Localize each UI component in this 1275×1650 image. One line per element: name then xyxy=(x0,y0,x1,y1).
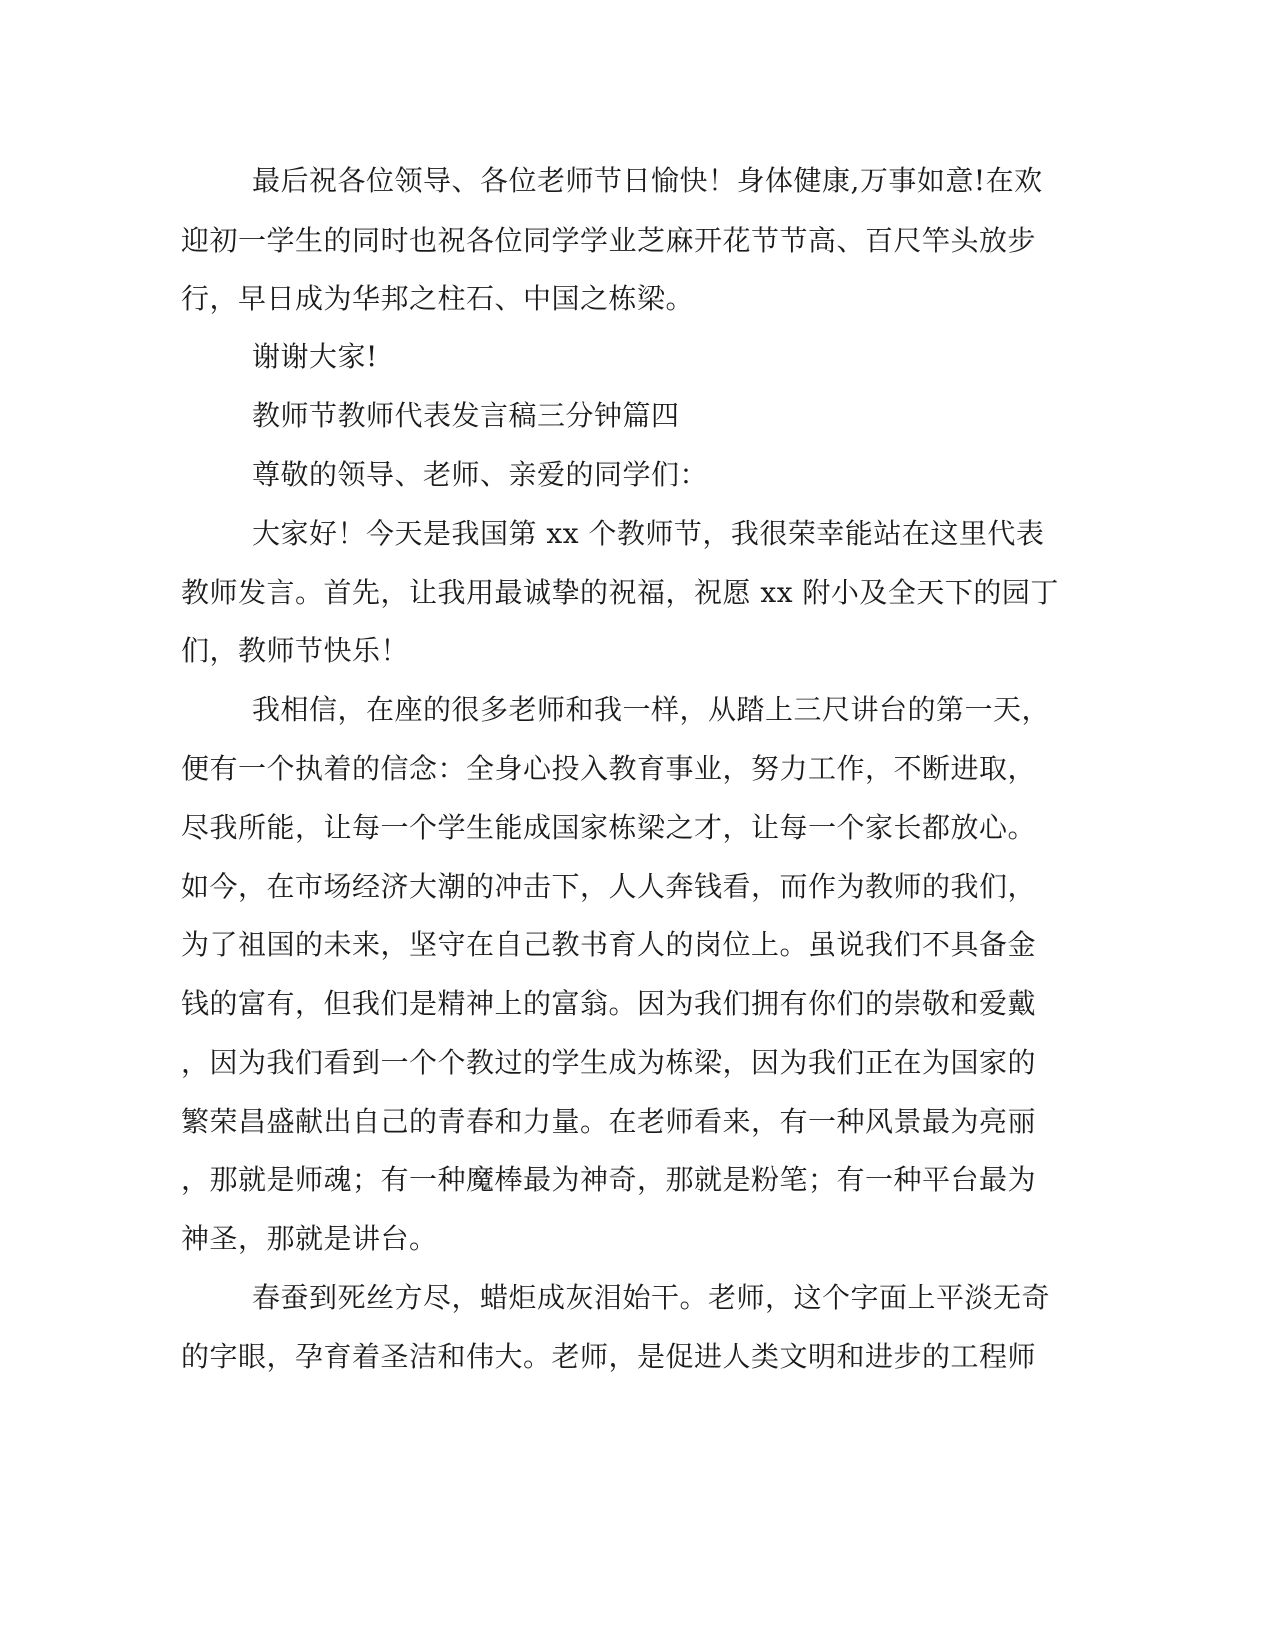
paragraph-line: 为了祖国的未来，坚守在自己教书育人的岗位上。虽说我们不具备金 xyxy=(181,928,1037,961)
paragraph-line: 们，教师节快乐！ xyxy=(181,634,410,667)
paragraph-line: 的字眼，孕育着圣洁和伟大。老师，是促进人类文明和进步的工程师 xyxy=(181,1340,1037,1373)
paragraph-line: 钱的富有，但我们是精神上的富翁。因为我们拥有你们的崇敬和爱戴 xyxy=(181,987,1037,1020)
paragraph-line: 迎初一学生的同时也祝各位同学学业芝麻开花节节高、百尺竿头放步 xyxy=(181,224,1037,257)
paragraph-line: 神圣，那就是讲台。 xyxy=(181,1222,438,1255)
paragraph-line: 教师发言。首先，让我用最诚挚的祝福，祝愿 xx 附小及全天下的园丁 xyxy=(181,576,1059,609)
paragraph-line: 如今，在市场经济大潮的冲击下，人人奔钱看，而作为教师的我们， xyxy=(181,870,1037,903)
paragraph-line: 尽我所能，让每一个学生能成国家栋梁之才，让每一个家长都放心。 xyxy=(181,811,1037,844)
paragraph-line: 我相信，在座的很多老师和我一样，从踏上三尺讲台的第一天， xyxy=(252,693,1051,726)
paragraph-line: ，那就是师魂；有一种魔棒最为神奇，那就是粉笔；有一种平台最为 xyxy=(181,1163,1037,1196)
paragraph-line: 行，早日成为华邦之柱石、中国之栋梁。 xyxy=(181,282,695,315)
paragraph-line: 春蚕到死丝方尽，蜡炬成灰泪始干。老师，这个字面上平淡无奇 xyxy=(252,1281,1051,1314)
paragraph-line: 大家好！今天是我国第 xx 个教师节，我很荣幸能站在这里代表 xyxy=(252,517,1045,550)
paragraph-line: 谢谢大家! xyxy=(252,340,378,373)
paragraph-line: ，因为我们看到一个个教过的学生成为栋梁，因为我们正在为国家的 xyxy=(181,1046,1037,1079)
section-heading: 教师节教师代表发言稿三分钟篇四 xyxy=(252,399,680,432)
paragraph-line: 最后祝各位领导、各位老师节日愉快！身体健康,万事如意!在欢 xyxy=(252,164,1043,197)
paragraph-line: 繁荣昌盛献出自己的青春和力量。在老师看来，有一种风景最为亮丽 xyxy=(181,1105,1037,1138)
salutation-line: 尊敬的领导、老师、亲爱的同学们： xyxy=(252,458,709,491)
paragraph-line: 便有一个执着的信念：全身心投入教育事业，努力工作，不断进取， xyxy=(181,752,1037,785)
